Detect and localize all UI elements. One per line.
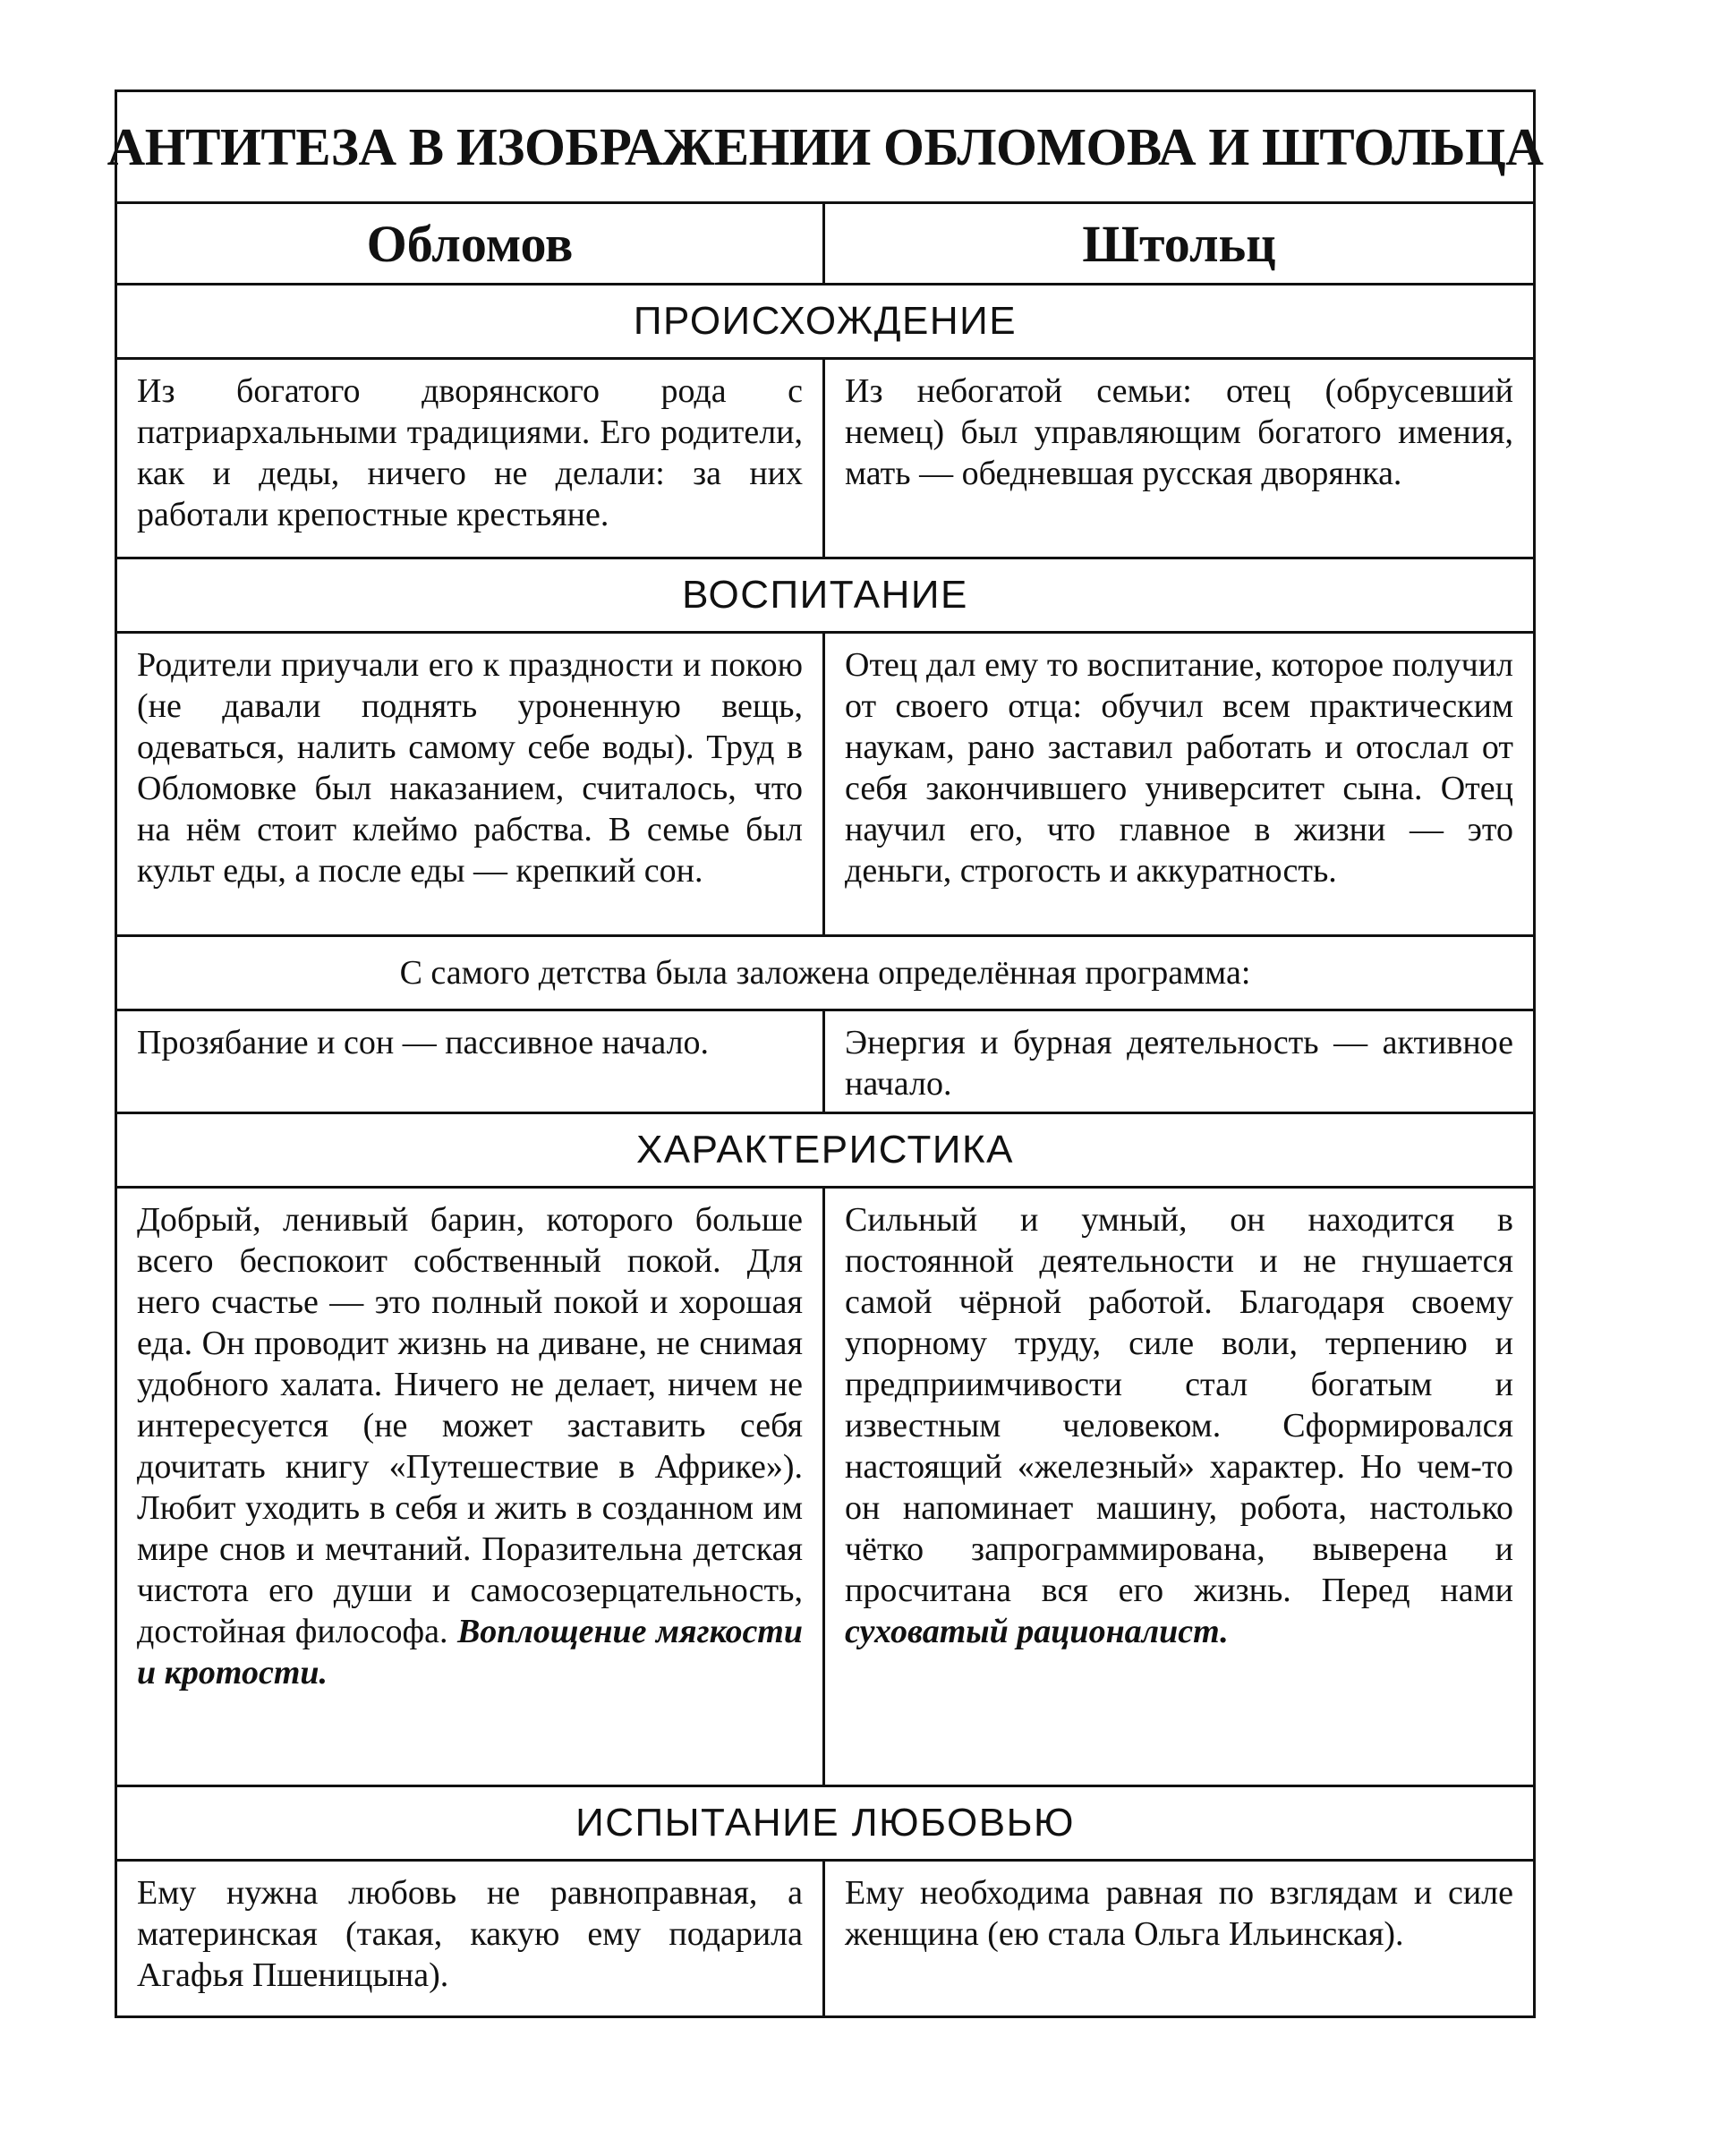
upbringing-oblomov-text: Родители приучали его к праздности и покою (не давали поднять уроненную вещь, одеваться, налить самому себе воды). Труд в Обломовке был наказанием, считалось, что на нём стоит клеймо рабства. В семье был культ еды, а после еды — крепкий сон. bbox=[117, 634, 825, 934]
character-stolz-text: Сильный и умный, он находится в постоянной деятельности и не гнушается самой чёрной работой. Благодаря своему упорному труду, силе воли, терпению и предприимчивости стал богатым и известным человеком. Сформировался настоящий «железный» характер. Но чем-то он напоминает машину, робота, настолько чётко запрограммирована, выверена и просчитана вся его жизнь. Перед нами bbox=[845, 1201, 1513, 1609]
section-row-origin bbox=[117, 360, 1533, 559]
section-row-love bbox=[117, 1862, 1533, 2015]
section-heading-upbringing: ВОСПИТАНИЕ bbox=[117, 559, 1533, 634]
section-row-program bbox=[117, 1011, 1533, 1114]
origin-stolz-text: Из небогатой семьи: отец (обрусевший немец) был управляющим богатого имения, мать — обедневшая русская дворянка. bbox=[845, 372, 1513, 492]
table-title: АНТИТЕЗА В ИЗОБРАЖЕНИИ ОБЛОМОВА И ШТОЛЬЦА bbox=[117, 92, 1533, 204]
love-stolz-text: Ему необходима равная по взглядам и силе женщина (ею стала Ольга Ильинская). bbox=[845, 1874, 1513, 1953]
program-oblomov-text: Прозябание и сон — пассивное начало. bbox=[117, 1011, 825, 1112]
upbringing-stolz-text: Отец дал ему то воспитание, которое получил от своего отца: обучил всем практическим наукам, рано заставил работать и отослал от себя закончившего университет сына. Отец научил его, что главное в жизни — это деньги, строгость и аккуратность. bbox=[845, 646, 1513, 890]
section-heading-origin: ПРОИСХОЖДЕНИЕ bbox=[117, 285, 1533, 360]
love-oblomov-text: Ему нужна любовь не равноправная, а материнская (такая, какую ему подарила Агафья Пшеницына). bbox=[117, 1862, 825, 2015]
column-header-oblomov: Обломов bbox=[117, 204, 825, 283]
program-stolz-text: Энергия и бурная деятельность — активное начало. bbox=[845, 1024, 1513, 1103]
character-oblomov-emphasis: Воплощение мягкости и кротости. bbox=[137, 1613, 804, 1692]
section-heading-character: ХАРАКТЕРИСТИКА bbox=[117, 1114, 1533, 1189]
section-row-character bbox=[117, 1189, 1533, 1787]
character-oblomov-cell bbox=[117, 1189, 825, 1785]
origin-oblomov-text: Из богатого дворянского рода с патриархальными традициями. Его родители, как и деды, ничего не делали: за них работали крепостные крестьяне. bbox=[117, 360, 825, 557]
column-headers bbox=[117, 204, 1533, 285]
section-heading-love: ИСПЫТАНИЕ ЛЮБОВЬЮ bbox=[117, 1787, 1533, 1862]
section-heading-program: С самого детства была заложена определённая программа: bbox=[117, 937, 1533, 1011]
character-stolz-cell bbox=[825, 1189, 1533, 1785]
comparison-table bbox=[106, 89, 1544, 2018]
character-oblomov-text: Добрый, ленивый барин, которого больше всего беспокоит собственный покой. Для него счастье — это полный покой и хорошая еда. Он проводит жизнь на диване, не снимая удобного халата. Ничего не делает, ничем не интересуется (не может заставить себя дочитать книгу «Путешествие в Африке»). Любит уходить в себя и жить в созданном им мире снов и мечтаний. Поразительна детская чистота его души и самосозерцательность, достойная философа. bbox=[137, 1201, 803, 1650]
column-header-stolz: Штольц bbox=[1082, 214, 1276, 273]
character-stolz-emphasis: суховатый рационалист. bbox=[845, 1613, 1229, 1650]
section-row-upbringing bbox=[117, 634, 1533, 937]
